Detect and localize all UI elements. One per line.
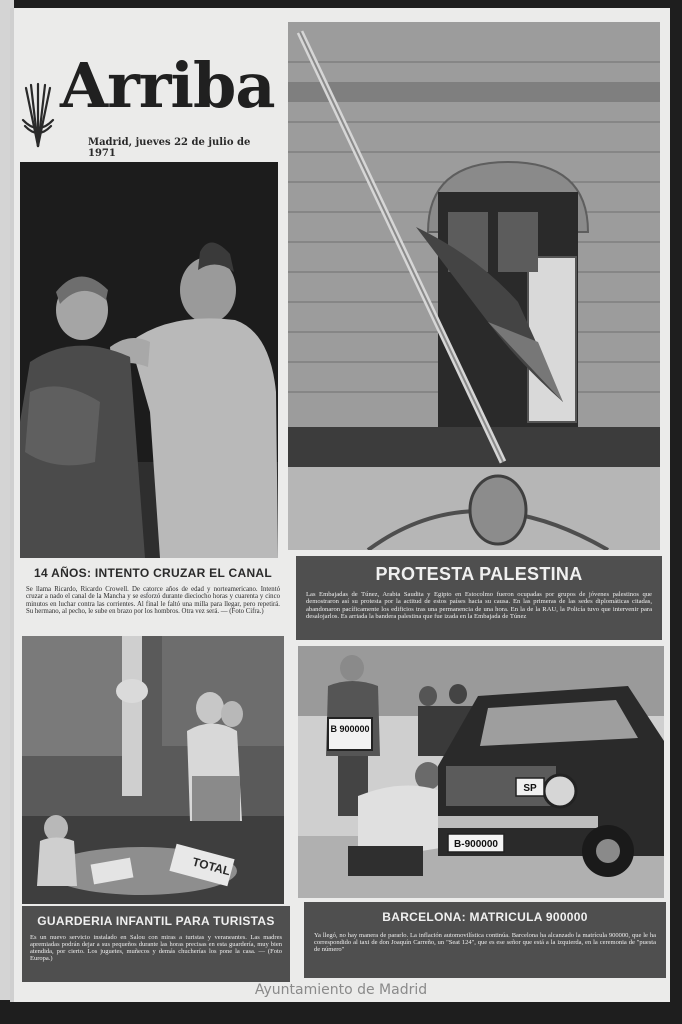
story-barcelona-headline: BARCELONA: MATRICULA 900000 [382,910,588,924]
masthead [20,25,280,165]
story-palestina-headline: PROTESTA PALESTINA [375,564,583,584]
story-canal-body: Se llama Ricardo, Ricardo Crowell. De catorce años de edad y norteamericano. Intentó cruzar a nado el canal de la Mancha y se esforzó durante dieciocho horas y cuarenta y cinco minutos en luchar contra las corrientes. Al final le faltó una milla para llegar, pero repetirá. Su hermano, al pecho, le sube en brazo por los hombros. Otra vez será. — (Foto Cifra.) [26,586,280,616]
newspaper-title: Arriba [60,49,275,122]
car-badge-text: SP [523,783,537,794]
story-canal-headline: 14 AÑOS: INTENTO CRUZAR EL CANAL [33,566,273,580]
plate-car-text: B-900000 [454,839,498,850]
plate-held-text: B 900000 [330,724,370,734]
story-barcelona-body: Ya llegó, no hay manera de pararlo. La inflación automovilística continúa. Barcelona ha alcanzado la matrícula 900000, que le ha correspondido al taxi de don Joaquín Carreño, un "Seat 124", que es ese señor que está a la izquierda, en la ceremonia de "puesta de número" [314,932,656,954]
archive-watermark: Ayuntamiento de Madrid [254,982,428,998]
photo-embassy-flag [288,22,660,550]
photo-barcelona-taxi [298,646,664,898]
story-palestina-body: Las Embajadas de Túnez, Arabia Saudita y Egipto en Estocolmo fueron ocupadas por grupos de jóvenes palestinos que demostraron así su protesta por la actitud de estos países hacia su causa. En las primeras de las sedes diplomáticas citadas, abandonaron pacíficamente los edificios tras una permanencia de una hora. En la de la RAU, la Policía tuvo que intervenir para desalojarlos. Es arriada la bandera palestina que fue izada en la Embajada de Túnez [306,591,652,620]
story-guarderia-body: Es un nuevo servicio instalado en Salou con miras a turistas y veraneantes. Las madres apremiadas podrán dejar a sus pequeños durante las horas precisas en esta guardería, muy bien atendida, por cierto. Los juguetes, muñecos y demás chucherías los pone la casa. — (Foto Europa.) [30,934,282,963]
story-barcelona-caption [304,902,666,978]
dateline: Madrid, jueves 22 de julio de 1971 [88,137,251,159]
story-palestina-caption [296,556,662,640]
story-guarderia-caption [22,906,290,982]
photo-guarderia [22,636,284,904]
story-guarderia-headline: GUARDERIA INFANTIL PARA TURISTAS [37,914,275,928]
yoke-and-arrows-emblem-icon [20,80,56,150]
photo-sign-text: TOTAL [190,854,232,879]
photo-canal-swimmer [20,162,278,558]
story-canal-caption [22,560,284,632]
